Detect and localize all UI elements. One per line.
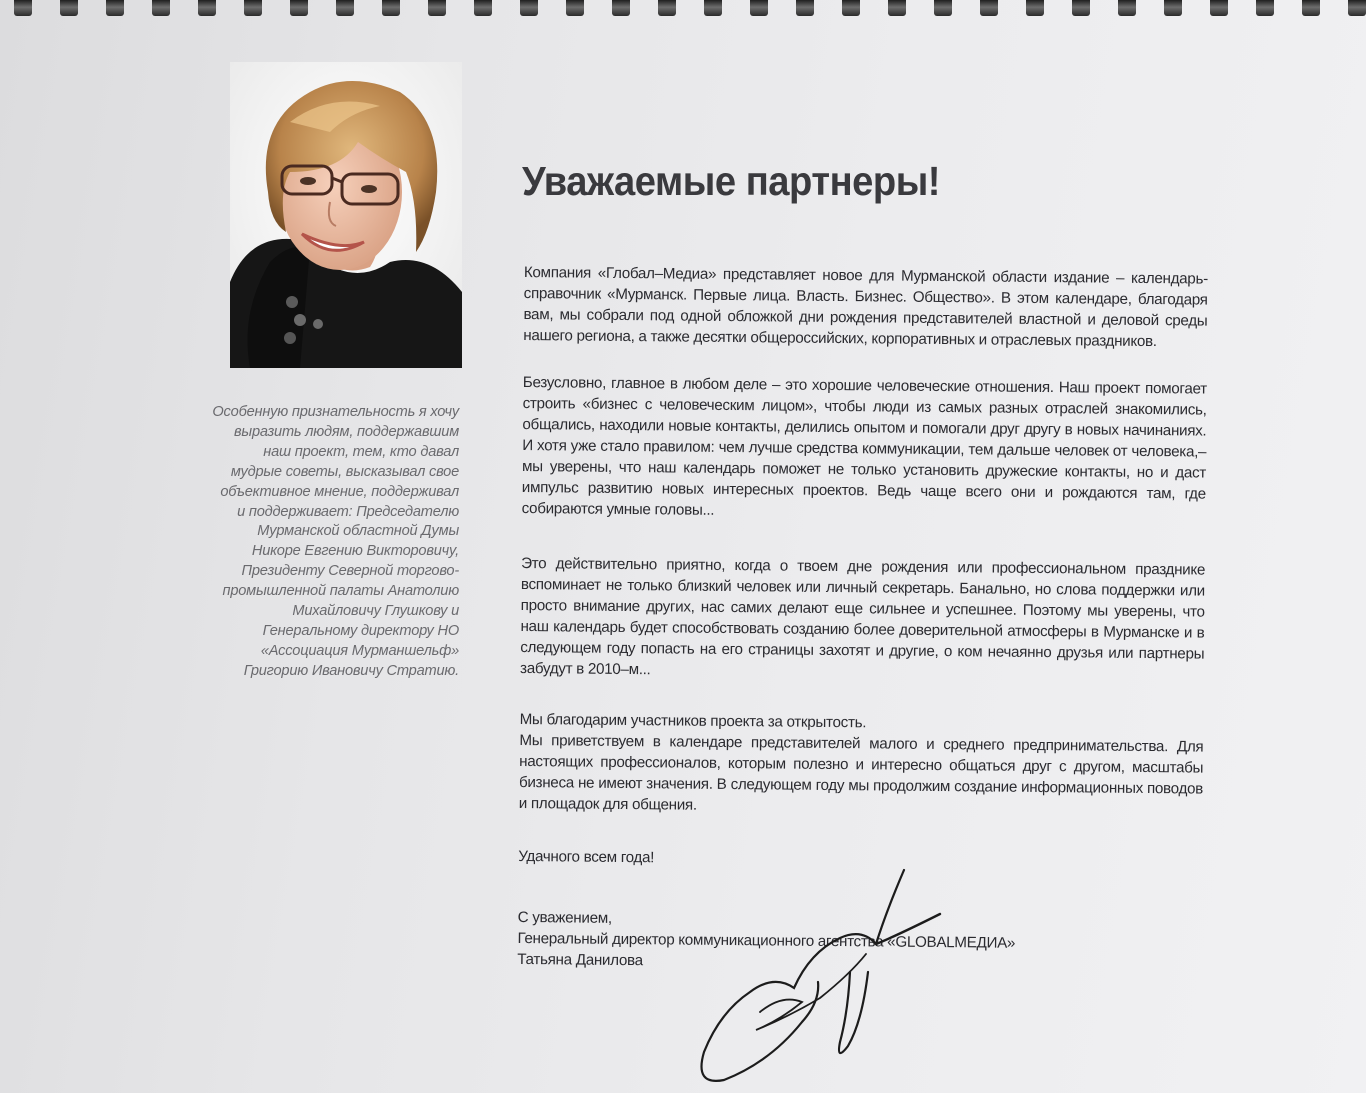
- binding-ring: [290, 0, 308, 16]
- binding-ring: [198, 0, 216, 16]
- binding-ring: [1302, 0, 1320, 16]
- binding-ring: [382, 0, 400, 16]
- binding-ring: [244, 0, 262, 16]
- paragraph-business: Мы приветствуем в календаре представителей малого и среднего предпринимательства. Для настоящих профессионалов, которым полезно и интересно общаться друг с другом, масштабы бизнеса не имеют значения. В следующем году мы продолжим создание информационных поводов и площадок для общения.: [518, 731, 1204, 814]
- binding-ring: [842, 0, 860, 16]
- handwritten-signature: [690, 862, 950, 1092]
- binding-ring: [1118, 0, 1136, 16]
- binding-ring: [520, 0, 538, 16]
- portrait-image: [230, 62, 462, 368]
- binding-ring: [1348, 0, 1366, 16]
- binding-ring: [1072, 0, 1090, 16]
- binding-ring: [428, 0, 446, 16]
- acknowledgement-text: Особенную признательность я хочу выразить людям, поддержавшим наш проект, тем, кто давал мудрые советы, высказывал свое объективное мнение, поддерживал и поддерживает: Председателю Мурманской областной Думы Никоре Евгению Викторовичу, Президенту Северной торгово-промышленной палаты Анатолию Михайловичу Глушкову и Генеральному директору НО «Ассоциация Мурманшельф» Григорию Ивановичу Стратию.: [212, 404, 459, 679]
- page-heading: Уважаемые партнеры!: [522, 158, 941, 204]
- sign-off-position: Генеральный директор коммуникационного агентства «GLOBALMEДИА»: [517, 929, 1016, 952]
- binding-ring: [1256, 0, 1274, 16]
- binding-ring: [336, 0, 354, 16]
- sign-off-greeting: С уважением,: [517, 908, 612, 927]
- binding-ring: [658, 0, 676, 16]
- sign-off-name: Татьяна Данилова: [517, 950, 643, 970]
- binding-ring: [888, 0, 906, 16]
- portrait-photo: [230, 62, 462, 368]
- binding-ring: [14, 0, 32, 16]
- binding-ring: [750, 0, 768, 16]
- binding-ring: [980, 0, 998, 16]
- paragraph-relations: Безусловно, главное в любом деле – это хорошие человеческие отношения. Наш проект помогает строить «бизнес с человеческим лицом», чтобы люди из самых разных отраслей знакомились, общались, находили новые контакты, делились опытом и помогали друг другу в новых начинаниях. И хотя уже стало правилом: чем лучше средства коммуникации, тем дальше человек от человека,– мы уверены, что наш календарь поможет не только установить дружеские контакты, но и даст импульс развитию новых интересных проектов. Ведь чаще всего они и рождаются там, где собираются умные головы...: [521, 373, 1207, 519]
- binding-ring: [1164, 0, 1182, 16]
- paragraph-intro: Компания «Глобал–Медиа» представляет новое для Мурманской области издание – календарь-справочник «Мурманск. Первые лица. Власть. Бизнес. Общество». В этом календаре, благодаря вам, мы собрали под одной обложкой дни рождения представителей властной и деловой среды нашего региона, а также десятки общероссийских, корпоративных и отраслевых праздников.: [523, 263, 1208, 351]
- binding-ring: [106, 0, 124, 16]
- binding-ring: [934, 0, 952, 16]
- binding-ring: [60, 0, 78, 16]
- binding-ring: [1026, 0, 1044, 16]
- binding-ring: [1210, 0, 1228, 16]
- binding-ring: [152, 0, 170, 16]
- acknowledgement-note: [212, 403, 459, 682]
- binding-ring: [474, 0, 492, 16]
- spiral-binding: [0, 0, 1366, 18]
- binding-ring: [566, 0, 584, 16]
- paragraph-thanks: Мы благодарим участников проекта за открытость.: [519, 710, 867, 732]
- binding-ring: [612, 0, 630, 16]
- binding-ring: [704, 0, 722, 16]
- binding-ring: [796, 0, 814, 16]
- paragraph-birthdays: Это действительно приятно, когда о твоем дне рождения или профессиональном празднике вспоминает не только близкий человек или личный секретарь. Банально, но слова поддержки или просто внимание других, нас самих делают еще сильнее и успешнее. Поэтому мы уверены, что наш календарь будет способствовать созданию более доверительной атмосферы в Мурманске и в следующем году попасть на его страницы захотят и другие, о ком нечаянно друзья или партнеры забудут в 2010–м...: [520, 554, 1206, 679]
- new-year-wish: Удачного всем года!: [518, 847, 655, 867]
